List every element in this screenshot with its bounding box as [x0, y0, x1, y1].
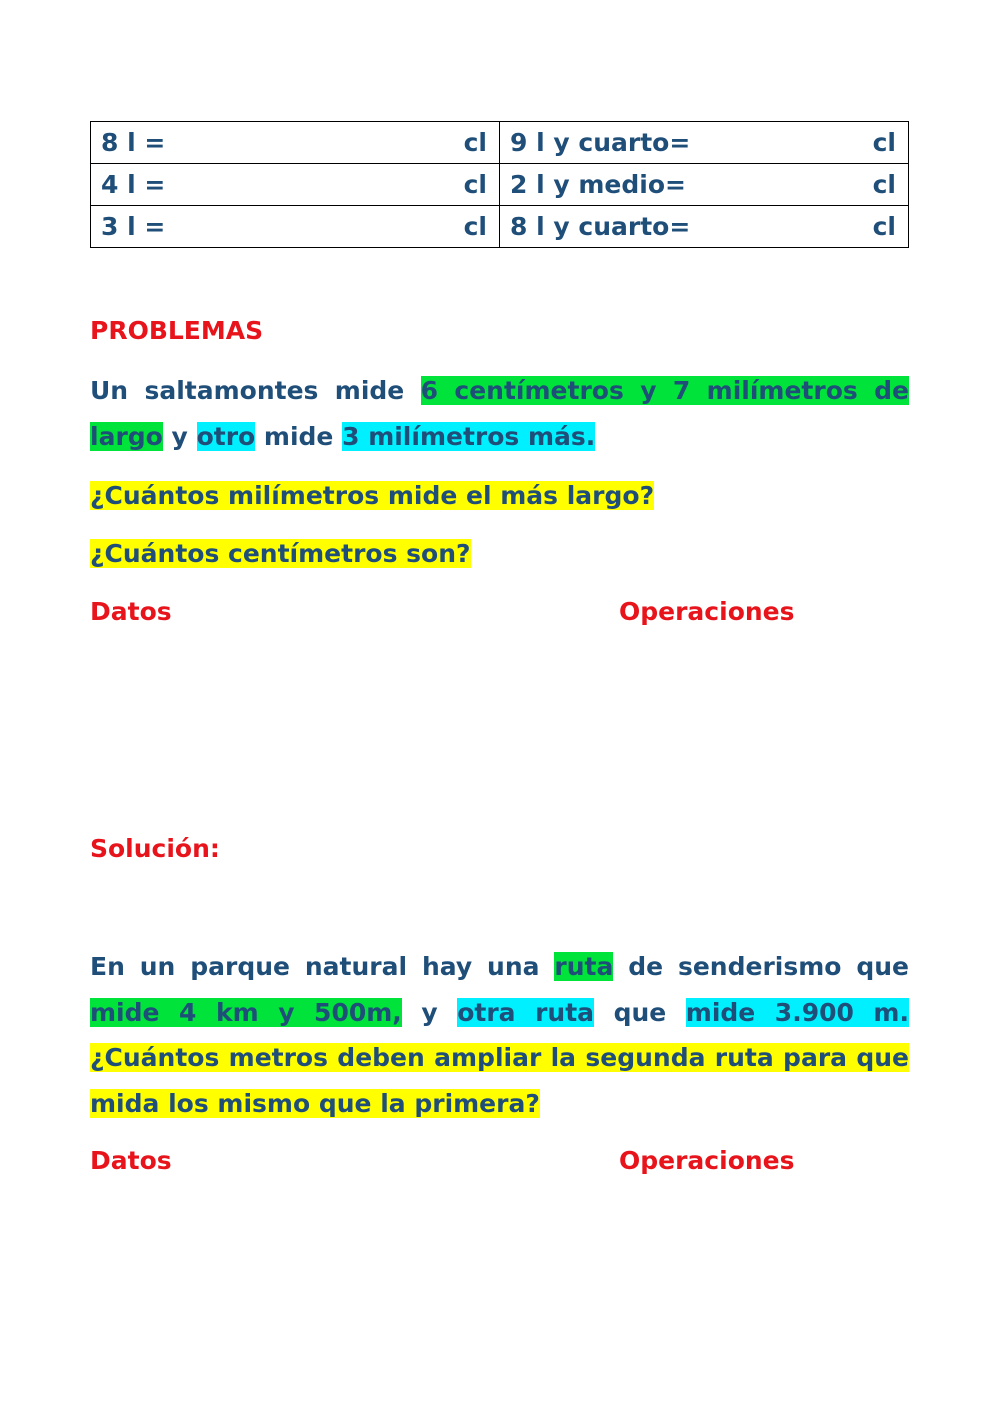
conversion-right: 9 l y cuarto=	[510, 128, 691, 157]
highlight-green: 6 centímetros y 7 milímetros de largo	[90, 376, 909, 451]
highlight-yellow: ¿Cuántos centímetros son?	[90, 539, 471, 568]
solucion-label: Solución:	[90, 834, 220, 863]
table-cell	[91, 206, 500, 248]
conversion-left: 8 l =	[101, 128, 166, 157]
datos-label: Datos	[90, 597, 172, 626]
table-row	[91, 164, 909, 206]
problems-heading: PROBLEMAS	[90, 316, 264, 345]
highlight-cyan: 3 milímetros más.	[342, 421, 596, 451]
problem1-statement	[90, 368, 909, 459]
text-segment: y	[401, 997, 458, 1027]
highlight-cyan: otra ruta	[457, 997, 595, 1027]
conversion-left: 4 l =	[101, 170, 166, 199]
unit-label: cl	[872, 170, 896, 199]
problem1-question2	[90, 533, 471, 575]
highlight-green: mide 4 km y 500m,	[90, 997, 402, 1027]
table-cell	[91, 122, 500, 164]
unit-label: cl	[872, 128, 896, 157]
conversion-right: 8 l y cuarto=	[510, 212, 691, 241]
highlight-yellow: ¿Cuántos metros deben ampliar la segunda ruta para que mida los mismo que la primera?	[90, 1043, 909, 1118]
unit-label: cl	[463, 170, 487, 199]
highlight-green: ruta	[554, 952, 614, 981]
highlight-cyan: mide 3.900 m.	[685, 997, 909, 1027]
problem1-question1	[90, 475, 654, 517]
datos-label-2: Datos	[90, 1146, 172, 1175]
unit-label: cl	[463, 212, 487, 241]
highlight-yellow: ¿Cuántos milímetros mide el más largo?	[90, 481, 655, 510]
problem2-statement	[90, 944, 909, 1126]
text-segment: que	[594, 997, 686, 1027]
text-segment: mide	[255, 421, 343, 451]
table-row	[91, 206, 909, 248]
conversion-right: 2 l y medio=	[510, 170, 686, 199]
text-segment: de senderismo que	[613, 952, 909, 981]
table-row	[91, 122, 909, 164]
operaciones-label-2: Operaciones	[619, 1146, 795, 1175]
unit-label: cl	[463, 128, 487, 157]
text-segment: y	[162, 421, 197, 451]
text-segment: En un parque natural hay una	[90, 952, 555, 981]
unit-label: cl	[872, 212, 896, 241]
operaciones-label: Operaciones	[619, 597, 795, 626]
conversion-left: 3 l =	[101, 212, 166, 241]
highlight-cyan: otro	[196, 421, 256, 451]
table-cell	[91, 164, 500, 206]
text-segment: Un saltamontes mide	[90, 376, 421, 405]
conversion-table	[90, 121, 909, 248]
table-cell	[500, 122, 909, 164]
table-cell	[500, 206, 909, 248]
table-cell	[500, 164, 909, 206]
